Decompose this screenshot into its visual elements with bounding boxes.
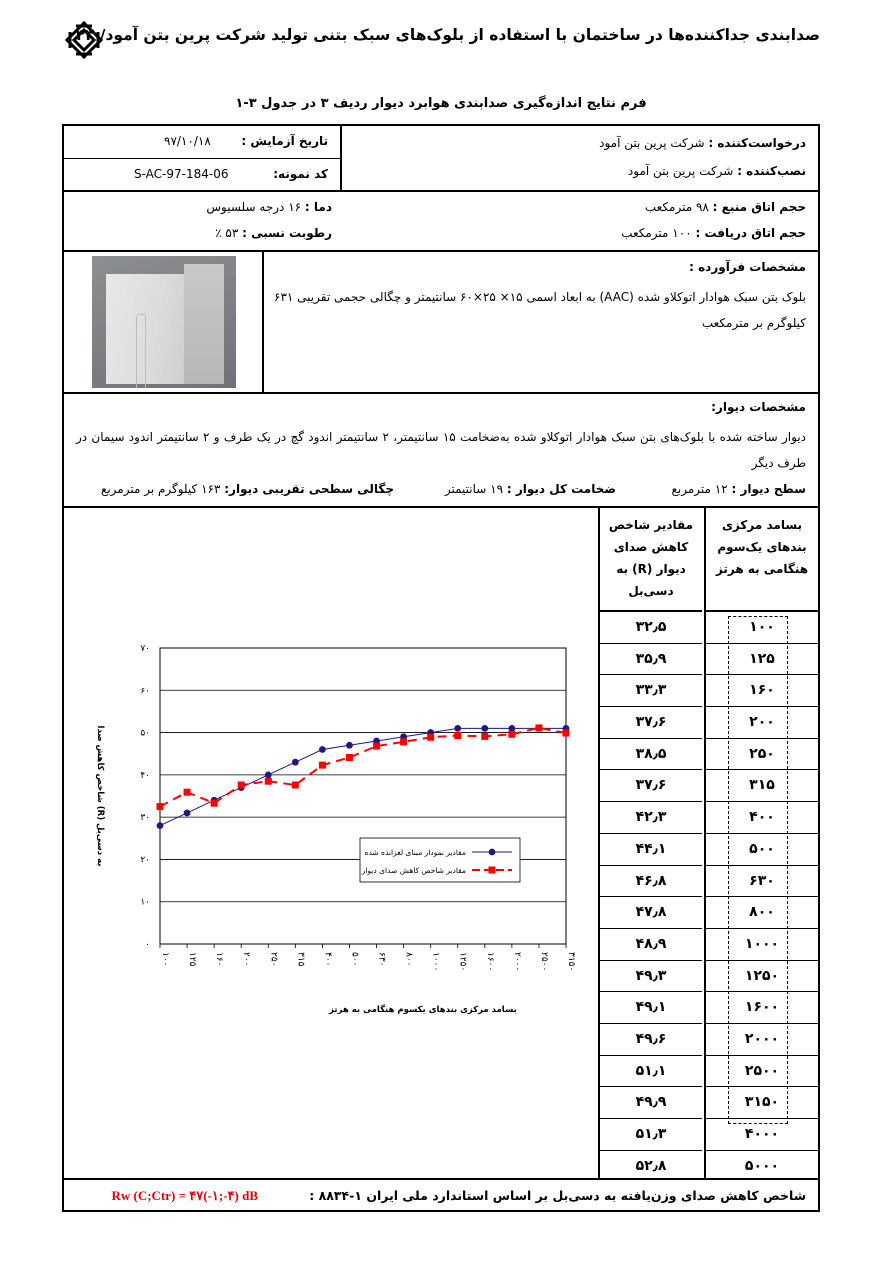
product-description: بلوک بتن سبک هوادار اتوکلاو شده (AAC) به ابعاد اسمی ۱۵× ۲۵×۶۰ سانتیمتر و چگالی حجمی تقریبی ۶۳۱ کیلوگرم بر مترمکعب [274, 290, 806, 330]
data-point [535, 724, 542, 731]
frequency-cell: ۴۰۰ [706, 802, 818, 834]
wall-spec-row [64, 394, 818, 508]
wall-area-value: ۱۲ مترمربع [671, 482, 728, 496]
reduction-index-chart [64, 508, 600, 1180]
r-value-cell: ۳۵٫۹ [600, 644, 702, 676]
legend-marker [489, 867, 496, 874]
test-date-label: تاریخ آزمایش : [241, 134, 328, 148]
x-tick-label: ۱۲۵۰ [457, 952, 468, 972]
surface-density-label: چگالی سطحی تقریبی دیوار: [224, 482, 394, 496]
x-tick-label: ۲۵۰ [268, 952, 279, 967]
aac-block-photo [92, 256, 236, 388]
installer-value: شرکت پرین بتن آمود [627, 164, 734, 178]
data-point [319, 746, 326, 753]
x-tick-label: ۶۳۰ [376, 952, 387, 967]
y-tick-label: ۲۰ [140, 855, 150, 866]
page-header [60, 22, 830, 62]
frequency-cell: ۱۶۰۰ [706, 992, 818, 1024]
data-point [319, 762, 326, 769]
r-value-cell: ۴۹٫۶ [600, 1024, 702, 1056]
weighted-rating-row [64, 1180, 818, 1214]
y-tick-label: ۷۰ [140, 644, 150, 654]
x-tick-label: ۳۱۵۰ [566, 952, 576, 972]
results-table [600, 508, 818, 1178]
legend-label: مقادیر شاخص کاهش صدای دیوار [361, 866, 466, 875]
surface-density-value: ۱۶۳ کیلوگرم بر مترمربع [100, 482, 221, 496]
chart-cell [64, 508, 600, 1178]
frequency-cell: ۱۰۰ [706, 612, 818, 644]
room-conditions-row [64, 192, 818, 252]
data-point [292, 759, 299, 766]
data-point [346, 754, 353, 761]
r-value-cell: ۳۸٫۵ [600, 739, 702, 771]
frequency-cell: ۴۰۰۰ [706, 1119, 818, 1151]
humidity-label: رطوبت نسبی : [242, 226, 332, 240]
y-tick-label: ۴۰ [140, 770, 150, 781]
data-point [346, 742, 353, 749]
x-tick-label: ۲۰۰۰ [511, 952, 522, 972]
results-form [62, 124, 820, 1212]
sample-code-value: S-AC-97-184-06 [134, 167, 229, 181]
x-axis-label: بسامد مرکزی بندهای یکسوم هنگامی به هرتز [329, 1005, 517, 1015]
y-tick-label: ۱۰ [140, 897, 150, 908]
frequency-header: بسامد مرکزی بندهای یک‌سوم هنگامی به هرتز [706, 508, 818, 612]
r-value-cell: ۳۳٫۳ [600, 675, 702, 707]
r-value-cell: ۴۶٫۸ [600, 866, 702, 898]
r-value-cell: ۴۹٫۱ [600, 992, 702, 1024]
frequency-cell: ۱۶۰ [706, 675, 818, 707]
sample-code-label: کد نمونه: [273, 167, 328, 181]
y-tick-label: ۶۰ [140, 686, 150, 697]
x-tick-label: ۲۵۰۰ [538, 952, 549, 972]
r-value-cell: ۵۱٫۳ [600, 1119, 702, 1151]
data-point [508, 731, 515, 738]
y-tick-label: ۰ [145, 940, 150, 950]
frequency-cell: ۲۵۰۰ [706, 1056, 818, 1088]
receive-room-value: ۱۰۰ مترمکعب [621, 226, 692, 240]
wall-heading: مشخصات دیوار: [711, 400, 806, 414]
x-tick-label: ۳۱۵ [295, 952, 306, 967]
wall-description: دیوار ساخته شده با بلوک‌های بتن سبک هوادار اتوکلاو شده به‌ضخامت ۱۵ سانتیمتر، ۲ سانتیمتر اندود گچ در یک طرف و ۲ سانتیمتر اندود سیمان در طرف دیگر [76, 430, 807, 470]
r-value-cell: ۴۹٫۳ [600, 961, 702, 993]
data-point [454, 725, 461, 732]
receive-room-label: حجم اتاق دریافت : [695, 226, 806, 240]
r-value-cell: ۳۲٫۵ [600, 612, 702, 644]
r-value-header: مقادیر شاخص کاهش صدای دیوار (R) به دسی‌بل [600, 508, 702, 612]
data-point [481, 733, 488, 740]
data-point [481, 725, 488, 732]
r-value-cell: ۴۹٫۹ [600, 1087, 702, 1119]
wall-thickness-value: ۱۹ سانتیمتر [444, 482, 504, 496]
data-point [373, 743, 380, 750]
test-date-value: ۹۷/۱۰/۱۸ [164, 134, 211, 148]
data-point [508, 725, 515, 732]
frequency-cell: ۳۱۵۰ [706, 1087, 818, 1119]
data-point [157, 822, 164, 829]
data-point [184, 810, 191, 817]
r-value-cell: ۴۴٫۱ [600, 834, 702, 866]
rating-label: شاخص کاهش صدای وزن‌یافته به دسی‌بل بر اساس استاندارد ملی ایران ۱-۸۸۳۴ : [309, 1188, 806, 1203]
data-point [400, 738, 407, 745]
data-point [265, 771, 272, 778]
data-point [211, 800, 218, 807]
frequency-cell: ۲۰۰ [706, 707, 818, 739]
y-tick-label: ۳۰ [140, 813, 150, 824]
r-value-cell: ۴۸٫۹ [600, 929, 702, 961]
data-point [184, 789, 191, 796]
frequency-cell: ۶۳۰ [706, 866, 818, 898]
header-title: صدابندی جداکننده‌ها در ساختمان با استفاده از بلوک‌های سبک بتنی تولید شرکت پرین بتن آمود/ ۴۳ [75, 26, 820, 44]
x-tick-label: ۵۰۰ [349, 952, 360, 967]
x-tick-label: ۴۰۰ [322, 952, 333, 967]
frequency-cell: ۱۰۰۰ [706, 929, 818, 961]
y-tick-label: ۵۰ [140, 728, 150, 739]
frequency-cell: ۸۰۰ [706, 897, 818, 929]
legend-marker [489, 849, 496, 856]
r-value-cell: ۵۱٫۱ [600, 1056, 702, 1088]
rating-value: Rw (C;Ctr) = ۴۷(-۱;-۴) dB [111, 1188, 258, 1203]
x-tick-label: ۱۶۰۰ [484, 952, 495, 972]
frequency-cell: ۳۱۵ [706, 770, 818, 802]
product-heading: مشخصات فرآورده : [689, 260, 806, 274]
plot-area [160, 648, 566, 944]
frequency-cell: ۲۰۰۰ [706, 1024, 818, 1056]
x-tick-label: ۱۶۰ [214, 952, 225, 967]
wall-thickness-label: ضخامت کل دیوار : [506, 482, 616, 496]
frequency-column [704, 508, 818, 1178]
data-point [157, 803, 164, 810]
x-tick-label: ۸۰۰ [403, 952, 414, 967]
data-point [238, 782, 245, 789]
requester-value: شرکت پرین بتن آمود [599, 136, 705, 150]
wall-area-label: سطح دیوار : [731, 482, 806, 496]
temperature-label: دما : [304, 200, 332, 214]
form-title: فرم نتایج اندازه‌گیری صدابندی هوابرد دیوار ردیف ۳ در جدول ۳-۱ [235, 96, 647, 111]
installer-label: نصب‌کننده : [737, 164, 806, 178]
frequency-cell: ۱۲۵ [706, 644, 818, 676]
temperature-value: ۱۶ درجه سلسیوس [206, 200, 302, 214]
frequency-cell: ۵۰۰ [706, 834, 818, 866]
x-tick-label: ۱۰۰۰ [430, 952, 441, 972]
humidity-value: ۵۳ ٪ [215, 226, 239, 240]
x-tick-label: ۲۰۰ [241, 952, 252, 967]
r-value-cell: ۴۲٫۳ [600, 802, 702, 834]
frequency-cell: ۱۲۵۰ [706, 961, 818, 993]
data-point [563, 729, 570, 736]
data-point [292, 782, 299, 789]
source-room-value: ۹۸ مترمکعب [644, 200, 709, 214]
request-info-row [64, 126, 818, 192]
r-value-cell: ۳۷٫۶ [600, 770, 702, 802]
brand-logo-icon [64, 20, 104, 60]
r-value-column [600, 508, 702, 1178]
requester-label: درخواست‌کننده : [708, 136, 806, 150]
y-axis-label: شاخص کاهش صدا (R) به دسی‌بل [95, 725, 105, 867]
source-room-label: حجم اتاق منبع : [712, 200, 806, 214]
x-tick-label: ۱۲۵ [187, 952, 198, 967]
data-point [454, 732, 461, 739]
legend-label: مقادیر نمودار مبنای لغزانده شده [364, 848, 466, 857]
data-point [427, 734, 434, 741]
r-value-cell: ۳۷٫۶ [600, 707, 702, 739]
frequency-cell: ۵۰۰۰ [744, 1157, 780, 1174]
data-point [265, 778, 272, 785]
frequency-cell: ۲۵۰ [706, 739, 818, 771]
x-tick-label: ۱۰۰ [160, 952, 170, 967]
r-value-cell: ۵۲٫۸ [635, 1157, 667, 1174]
results-row [64, 508, 818, 1180]
product-spec-row [64, 252, 818, 394]
chart-legend [360, 838, 520, 882]
r-value-cell: ۴۷٫۸ [600, 897, 702, 929]
